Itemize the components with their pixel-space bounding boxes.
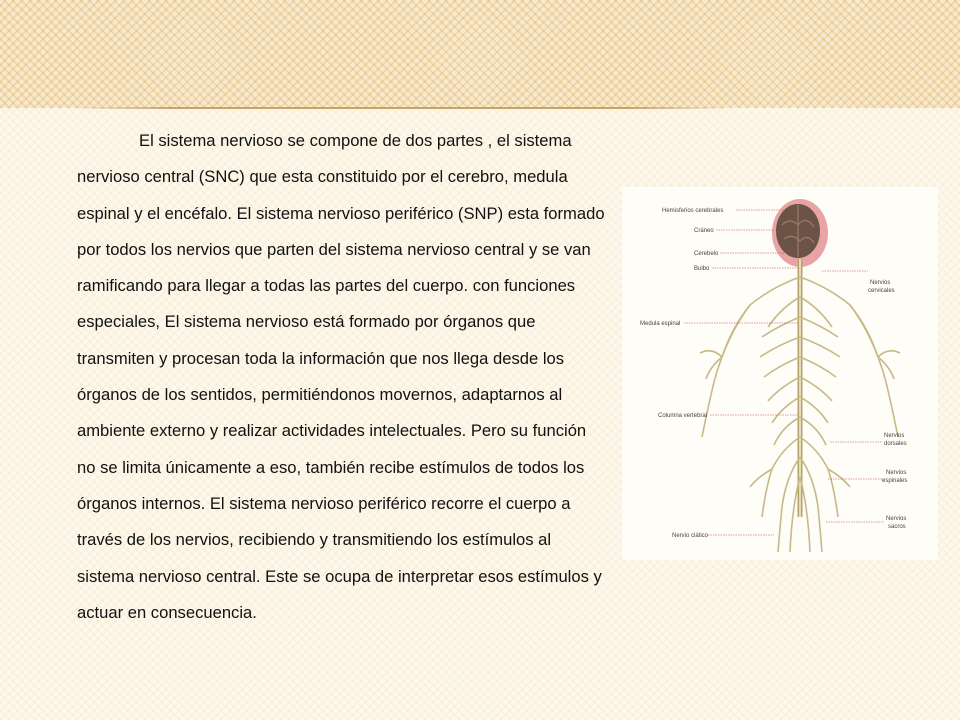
label-espinales-2: espinales <box>882 478 908 484</box>
nervous-system-illustration <box>622 187 938 560</box>
label-ciatico: Nervio ciático <box>672 533 709 539</box>
label-medula: Medula espinal <box>640 321 681 327</box>
label-sacros-1: Nervios <box>886 516 907 522</box>
label-dorsales-1: Nervios <box>884 433 905 439</box>
label-craneo: Cráneo <box>694 228 714 234</box>
label-cervicales-2: cervicales <box>868 288 895 294</box>
label-dorsales-2: dorsales <box>884 441 907 447</box>
label-bulbo: Bulbo <box>694 266 710 272</box>
title-divider <box>70 107 730 109</box>
label-hemisferios: Hemisferios cerebrales <box>662 208 724 214</box>
nervous-system-figure <box>622 187 938 560</box>
label-cerebelo: Cerebelo <box>694 251 719 257</box>
body-paragraph: El sistema nervioso se compone de dos partes , el sistema nervioso central (SNC) que esta constituido por el cerebro, medula espinal y el encéfalo. El sistema nervioso periférico (SNP) esta formado por todos los nervios que parten del sistema nervioso central y se van ramificando para llegar a todas las partes del cuerpo. con funciones especiales, El sistema nervioso está formado por órganos que transmiten y procesan toda la información que nos llega desde los órganos de los sentidos, permitiéndonos movernos, adaptarnos al ambiente externo y realizar actividades intelectuales. Pero su función no se limita únicamente a eso, también recibe estímulos de todos los órganos internos. El sistema nervioso periférico recorre el cuerpo a través de los nervios, recibiendo y transmitiendo los estímulos al sistema nervioso central. Este se ocupa de interpretar esos estímulos y actuar en consecuencia. <box>77 131 605 622</box>
label-espinales-1: Nervios <box>886 470 907 476</box>
header-band <box>0 0 960 108</box>
label-sacros-2: sacros <box>888 524 906 530</box>
label-cervicales-1: Nervios <box>870 280 891 286</box>
label-columna: Columna vertebral <box>658 413 708 419</box>
